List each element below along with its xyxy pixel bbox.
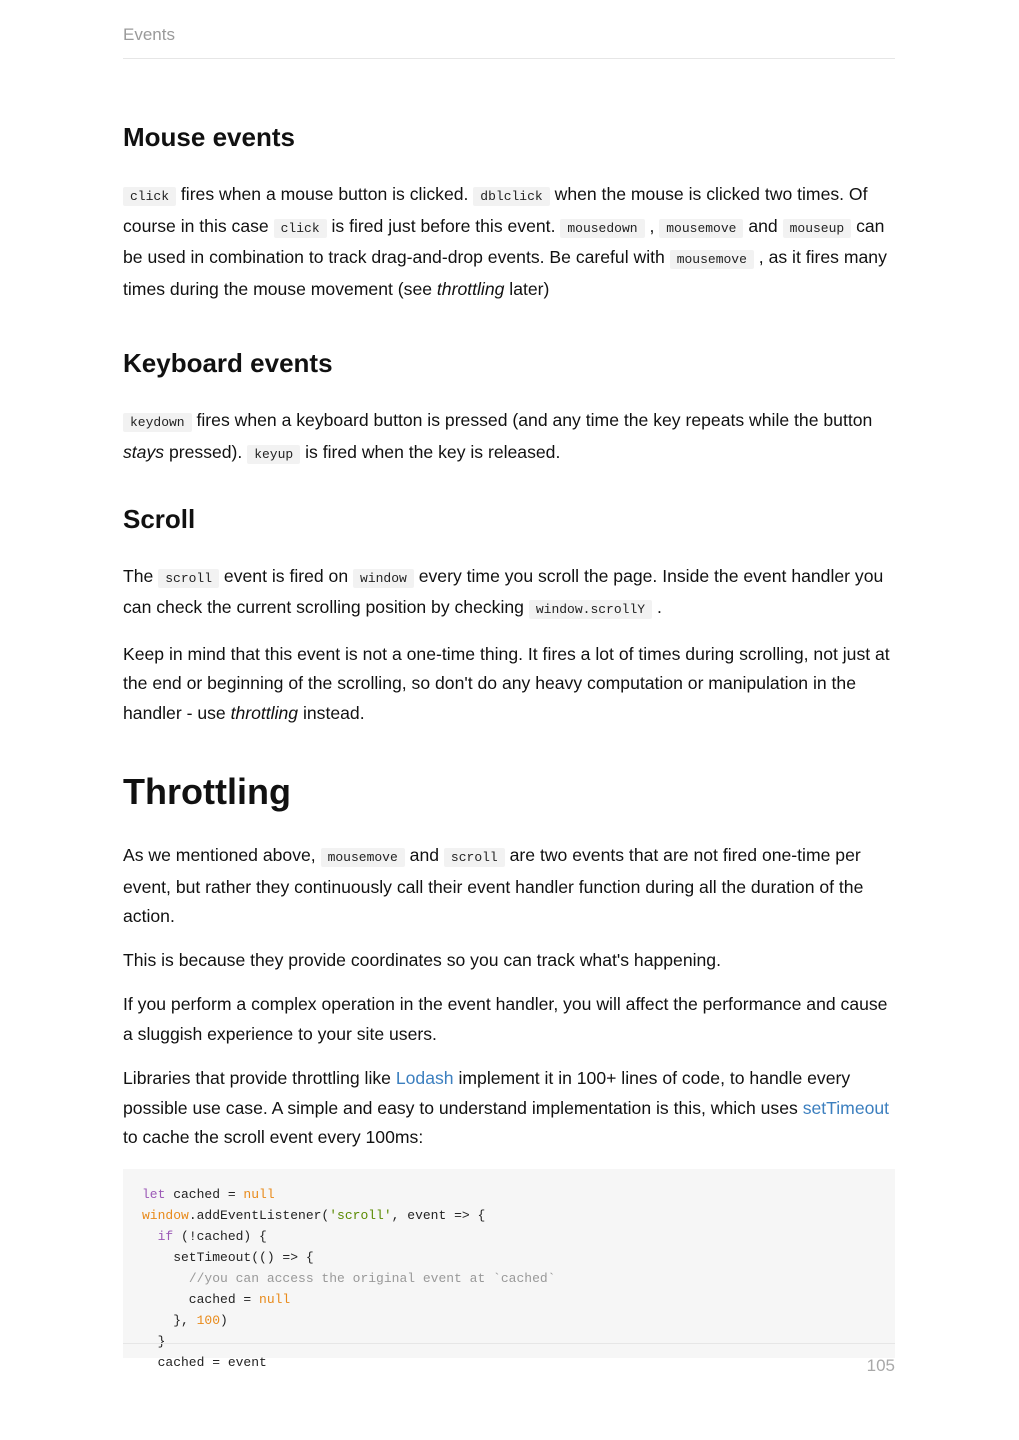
code-scroll: scroll (158, 569, 219, 588)
heading-throttling: Throttling (123, 770, 291, 812)
code-click: click (274, 219, 327, 238)
code-line: }, 100) (142, 1313, 228, 1329)
code-mousemove: mousemove (670, 250, 754, 269)
link-lodash[interactable]: Lodash (395, 1068, 454, 1089)
code-line: setTimeout(() => { (142, 1250, 314, 1266)
code-line: } (142, 1334, 166, 1350)
emphasis-throttling: throttling (436, 278, 505, 299)
code-scroll: scroll (444, 848, 505, 867)
paragraph-scroll-2: Keep in mind that this event is not a one-time thing. It fires a lot of times during scrolling, not just at the end or beginning of the scrolling, so don't do any heavy computation or manipulation in the handler - use throttling instead. (123, 643, 890, 723)
code-mousedown: mousedown (560, 219, 644, 238)
link-settimeout[interactable]: setTimeout (802, 1097, 890, 1118)
paragraph-keyboard-events: keydown fires when a keyboard button is pressed (and any time the key repeats while the button stays pressed). keyup is fired when the key is released. (123, 409, 873, 462)
code-window: window (353, 569, 414, 588)
code-line: //you can access the original event at `cached` (188, 1271, 556, 1287)
code-mouseup: mouseup (783, 219, 852, 238)
emphasis-stays: stays (123, 441, 165, 462)
code-keyup: keyup (247, 445, 300, 464)
page-number: 105 (866, 1356, 895, 1375)
code-dblclick: dblclick (473, 187, 549, 206)
heading-mouse-events: Mouse events (123, 122, 295, 152)
emphasis-throttling: throttling (230, 702, 299, 723)
heading-keyboard-events: Keyboard events (123, 347, 333, 378)
chapter-title: Events (123, 25, 175, 44)
code-line: if (!cached) { (157, 1229, 267, 1245)
paragraph-mouse-events: click fires when a mouse button is clicked. dblclick when the mouse is clicked two times. Of course in this case click is fired just before this event. mousedown , mousemove and mouseup can be used in combination to track drag-and-drop events. Be careful with mousemove , as it fires many times during the mouse movement (see throttling later) (123, 184, 887, 299)
code-mousemove: mousemove (321, 848, 405, 867)
heading-scroll: Scroll (123, 503, 196, 534)
paragraph-scroll-1: The scroll event is fired on window every time you scroll the page. Inside the event handler you can check the current scrolling position by checking window.scrollY . (123, 565, 884, 618)
code-click: click (123, 187, 176, 206)
code-keydown: keydown (123, 413, 192, 432)
paragraph-throttling-3: If you perform a complex operation in the event handler, you will affect the performance and cause a sluggish experience to your site users. (123, 994, 888, 1045)
code-window-scrolly: window.scrollY (529, 600, 652, 619)
paragraph-throttling-4: Libraries that provide throttling like Lodash implement it in 100+ lines of code, to handle every possible use case. A simple and easy to understand implementation is this, which uses setTimeout to cache the scroll event every 100ms: (123, 1068, 890, 1148)
code-line: cached = event (142, 1355, 267, 1371)
code-line: window.addEventListener('scroll', event => { (142, 1208, 486, 1224)
code-line: let cached = null (142, 1187, 275, 1203)
code-mousemove: mousemove (659, 219, 743, 238)
paragraph-throttling-2: This is because they provide coordinates so you can track what's happening. (123, 950, 721, 971)
paragraph-throttling-1: As we mentioned above, mousemove and scroll are two events that are not fired one-time per event, but rather they continuously call their event handler function during all the duration of the action. (123, 844, 864, 927)
code-line: cached = null (142, 1292, 291, 1308)
page-header (123, 24, 895, 59)
